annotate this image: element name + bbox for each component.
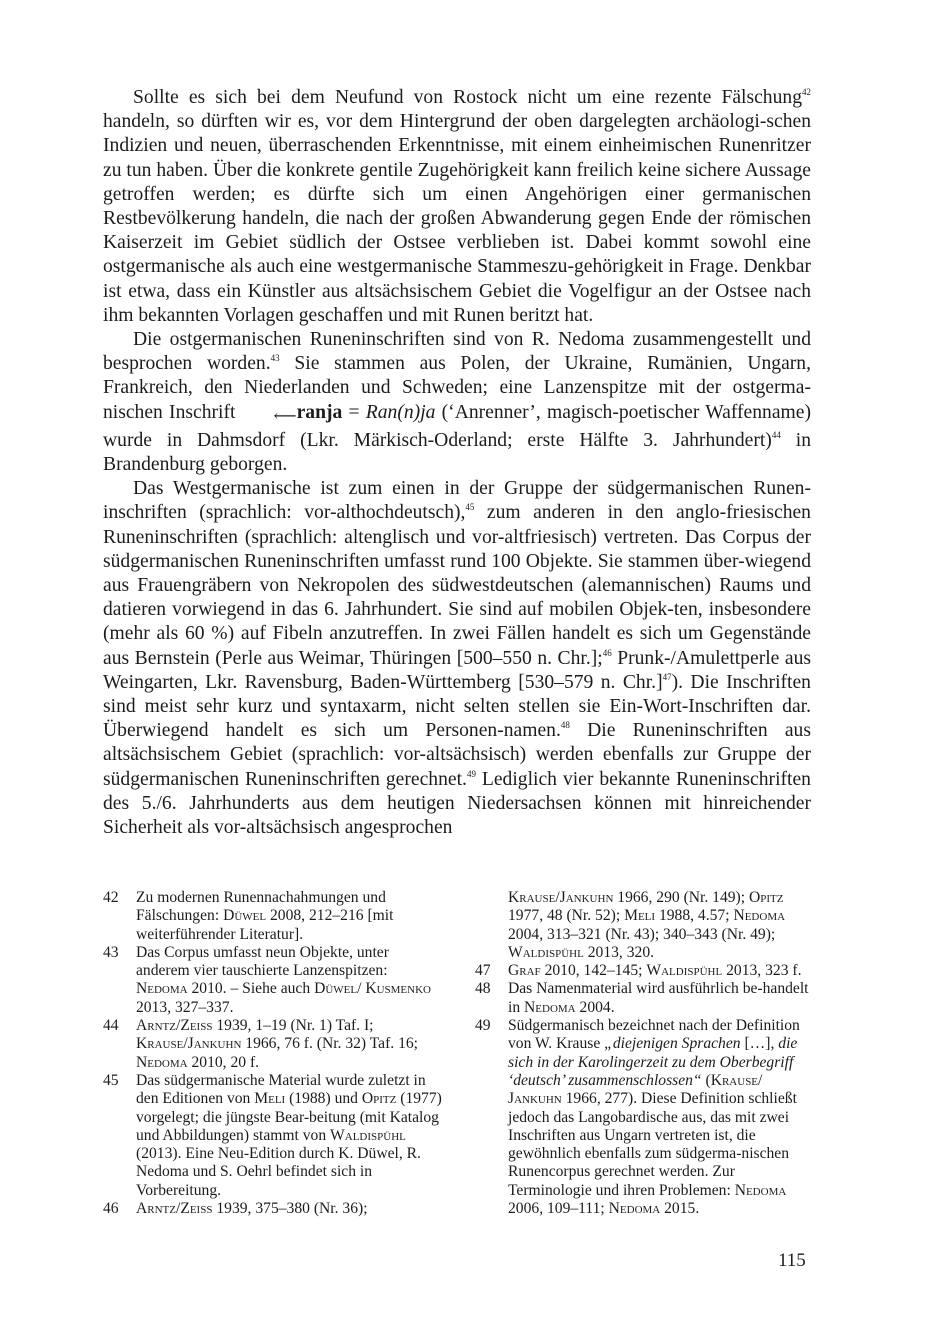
page-number: 115: [778, 1250, 806, 1271]
footnote-text: [136, 944, 443, 1017]
paragraph-2: [103, 328, 811, 477]
footnote-text-part: (1977) vorgelegt; die jüngste Bear-beitung (mit Katalog und Abbildungen) stammt von: [136, 1090, 442, 1144]
paragraph-text: Die Runeninschriften aus altsächsischem Gebiet (sprachlich: vor-altsächsisch) werden ebenfalls zur Gruppe der südgermanischen Runeninschriften gerechnet.: [103, 720, 811, 790]
footnotes-right-column: [475, 889, 815, 1218]
footnote-text: [136, 1200, 443, 1218]
footnote-text-part: 1939, 1–19 (Nr. 1) Taf. I;: [212, 1017, 374, 1035]
footnote-text-part: Zu modernen Runennachahmungen und Fälschungen:: [136, 889, 386, 925]
footnote-ref-43[interactable]: 43: [270, 353, 280, 364]
footnote-text: [136, 1072, 443, 1200]
author-name: Graf: [508, 962, 541, 980]
author-name: Nedoma: [608, 1200, 661, 1218]
footnote-number: 45: [103, 1071, 119, 1089]
footnote-ref-47[interactable]: 47: [662, 671, 672, 682]
equals-sign: =: [342, 401, 366, 423]
paragraph-text: Sollte es sich bei dem Neufund von Rostock nicht um eine rezente Fälschung: [133, 87, 802, 108]
author-name: Düwel/ Kusmenko: [314, 980, 431, 998]
paragraph-text: ). Die Inschriften sind meist sehr kurz und syntaxarm, nicht selten stellen sie Ein-Wort-Inschriften dar. Überwiegend handelt es sich um Personen-namen.: [103, 671, 811, 742]
footnote-text-part: 1966, 76 f. (Nr. 32) Taf. 16;: [241, 1035, 419, 1053]
author-name: Nedoma: [136, 980, 188, 998]
footnotes-section: [103, 889, 815, 1218]
paragraph-text: in Brandenburg geborgen.: [103, 429, 811, 476]
footnote-number: 49: [475, 1017, 491, 1035]
author-name: Krause/Jankuhn: [508, 889, 614, 906]
footnote-46-continued: [475, 889, 815, 962]
footnote-text-part: 2004.: [575, 998, 615, 1016]
footnote-text-part: 1966, 277). Diese Definition schließt jedoch das Langobardische aus, das mit zwei Inschriften aus Ungarn vertreten ist, die gewöhnlich ebenfalls zum südgerma-nischen Runencorpus gerechnet werden. Zur Terminologie und ihren Problemen:: [508, 1090, 797, 1199]
author-name: Nedoma: [734, 1181, 787, 1199]
footnote-text-part: 2004, 313–321 (Nr. 43); 340–343 (Nr. 49);: [508, 925, 776, 943]
footnote-text: [508, 980, 815, 1017]
author-name: Düwel: [223, 907, 267, 925]
author-name: Opitz: [748, 889, 784, 906]
footnote-ref-48[interactable]: 48: [560, 720, 570, 731]
paragraph-text: Prunk-/Amulettperle aus Weingarten, Lkr. Ravensburg, Baden-Württemberg [530–579 n. Chr.]: [103, 647, 811, 693]
footnote-text-part: 1939, 375–380 (Nr. 36);: [212, 1200, 368, 1218]
footnote-48: [475, 980, 815, 1017]
footnote-text-part: 2010. – Siehe auch: [187, 980, 315, 998]
normalized-form: Ran(n)ja: [365, 401, 436, 423]
footnote-ref-45[interactable]: 45: [465, 502, 475, 513]
footnote-text-part: 2010, 20 f.: [187, 1053, 260, 1071]
footnote-text: [136, 1017, 443, 1072]
footnote-number: 47: [475, 962, 491, 980]
footnote-text-part: Das Namenmaterial wird ausführlich be-handelt in: [508, 980, 809, 1016]
footnote-text-part: 2010, 142–145;: [540, 962, 647, 980]
footnote-46: [103, 1200, 443, 1218]
footnote-text-part: (2013). Eine Neu-Edition durch K. Düwel, R. Nedoma und S. Oehrl befindet sich in Vorbereitung.: [136, 1145, 421, 1199]
footnote-43: [103, 944, 443, 1017]
footnote-number: 42: [103, 889, 119, 906]
footnote-text-part: 2013, 323 f.: [722, 962, 802, 980]
footnote-text-part: 1988, 4.57;: [655, 907, 734, 925]
paragraph-text: (‘Anrenner’, magisch-poetischer Waffenname) wurde in Dahmsdorf (Lkr. Märkisch-Oderland; erste Hälfte 3. Jahrhundert): [103, 401, 811, 451]
author-name: Opitz: [361, 1090, 397, 1108]
main-body-text: [103, 86, 811, 840]
footnote-text: [508, 962, 815, 980]
footnote-text-part: 2008, 212–216 [mit weiterführender Literatur].: [136, 907, 394, 943]
author-name: Arntz/Zeiss: [136, 1200, 213, 1218]
runic-transliteration: ranja: [296, 401, 343, 423]
footnote-ref-46[interactable]: 46: [602, 647, 612, 658]
footnote-text-part: 2006, 109–111;: [508, 1200, 609, 1218]
footnote-text-part: (1988) und: [285, 1090, 362, 1108]
paragraph-text: handeln, so dürften wir es, vor dem Hintergrund der oben dargelegten archäologi-schen Indizien und neuen, überraschenden Erkenntnisse, mit einem einheimischen Runenritzer zu tun haben. Über die konkrete gentile Zugehörigkeit kann freilich keine sichere Aussage getroffen werden; es dürfte sich um einen Angehörigen einer germanischen Restbevölkerung handeln, die nach der großen Abwanderung gegen Ende der römischen Kaiserzeit im Gebiet südlich der Ostsee verblieben ist. Dabei kommt sowohl eine ostgermanische als auch eine westgermanische Stammeszu-gehörigkeit in Frage. Denkbar ist etwa, dass ein Künstler aus altsächsischem Gebiet die Vogelfigur an der Ostsee nach ihm bekannten Vorlagen geschaffen und mit Runen beritzt hat.: [103, 111, 811, 326]
quoted-definition: „diejenigen Sprachen: [604, 1035, 741, 1053]
footnote-text-part: […],: [740, 1035, 779, 1053]
footnote-text-part: Das südgermanische Material wurde zuletzt in den Editionen von: [136, 1071, 426, 1108]
author-name: Arntz/Zeiss: [136, 1017, 213, 1035]
author-name: Krause/ Jankuhn: [508, 1071, 763, 1108]
leftward-arrow-icon: ⟵: [273, 407, 297, 425]
footnote-number: 44: [103, 1017, 119, 1035]
author-name: Nedoma: [524, 998, 576, 1016]
footnote-text-part: 2013, 327–337.: [136, 998, 234, 1016]
footnote-text-part: Südgermanisch bezeichnet nach der Definition von W. Krause: [508, 1017, 800, 1053]
footnote-49: [475, 1017, 815, 1218]
author-name: Nedoma: [733, 907, 786, 925]
author-name: Meli: [624, 907, 656, 925]
author-name: Waldispühl: [646, 962, 723, 980]
author-name: Krause/Jankuhn: [136, 1035, 242, 1053]
footnote-44: [103, 1017, 443, 1072]
footnote-text-part: 1977, 48 (Nr. 52);: [508, 907, 625, 925]
footnote-42: [103, 889, 443, 944]
paragraph-text: Sie stammen aus Polen, der Ukraine, Rumänien, Ungarn, Frankreich, den Niederlanden und Schweden; eine Lanzenspitze mit der ostgerma-nischen Inschrift: [103, 353, 811, 423]
paragraph-text: Das Westgermanische ist zum einen in der Gruppe der südgermanischen Runen-inschriften (sprachlich: vor-althochdeutsch),: [103, 478, 811, 524]
footnote-text-part: 2013, 320.: [583, 943, 655, 961]
author-name: Waldispühl: [330, 1126, 406, 1144]
footnote-ref-44[interactable]: 44: [771, 429, 781, 440]
footnotes-left-column: [103, 889, 443, 1218]
footnote-number: 43: [103, 943, 119, 961]
paragraph-3: [103, 477, 811, 840]
footnote-text: [136, 889, 443, 944]
footnote-47: [475, 962, 815, 980]
author-name: Waldispühl: [508, 943, 584, 961]
footnote-text-part: (: [701, 1071, 711, 1089]
author-name: Meli: [254, 1090, 286, 1108]
quoted-definition: die sich in der Karolingerzeit zu dem Oberbegriff ‘deutsch’ zusammenschlossen“: [508, 1035, 798, 1089]
footnote-text-part: 2015.: [660, 1200, 700, 1218]
footnote-text-part: 1966, 290 (Nr. 149);: [613, 889, 749, 906]
footnote-ref-42[interactable]: 42: [802, 87, 811, 97]
footnote-ref-49[interactable]: 49: [466, 768, 476, 779]
footnote-number: 48: [475, 980, 491, 998]
paragraph-text: Lediglich vier bekannte Runeninschriften des 5./6. Jahrhunderts aus dem heutigen Niedersachsen können mit hinreichender Sicherheit als vor-altsächsisch angesprochen: [103, 768, 811, 839]
paragraph-text: Die ostgermanischen Runeninschriften sind von R. Nedoma zusammengestellt und besprochen worden.: [103, 329, 811, 375]
footnote-number: 46: [103, 1200, 119, 1218]
footnote-text: [508, 1017, 815, 1218]
author-name: Nedoma: [136, 1053, 188, 1071]
paragraph-1: [103, 86, 811, 328]
footnote-text-part: Das Corpus umfasst neun Objekte, unter anderem vier tauschierte Lanzenspitzen:: [136, 943, 389, 980]
paragraph-text: zum anderen in den anglo-friesischen Runeninschriften (sprachlich: altenglisch und vor-altfriesisch) vertreten. Das Corpus der südgermanischen Runeninschriften umfasst rund 100 Objekte. Sie stammen über-wiegend aus Frauengräbern von Nekropolen des südwestdeutschen (alemannischen) Raums und datieren vorwiegend in das 6. Jahrhundert. Sie sind auf mobilen Objek-ten, insbesondere (mehr als 60 %) auf Fibeln anzutreffen. In zwei Fällen handelt es sich um Gegenstände aus Bernstein (Perle aus Weimar, Thüringen [500–550 n. Chr.];: [103, 502, 811, 669]
footnote-45: [103, 1072, 443, 1200]
